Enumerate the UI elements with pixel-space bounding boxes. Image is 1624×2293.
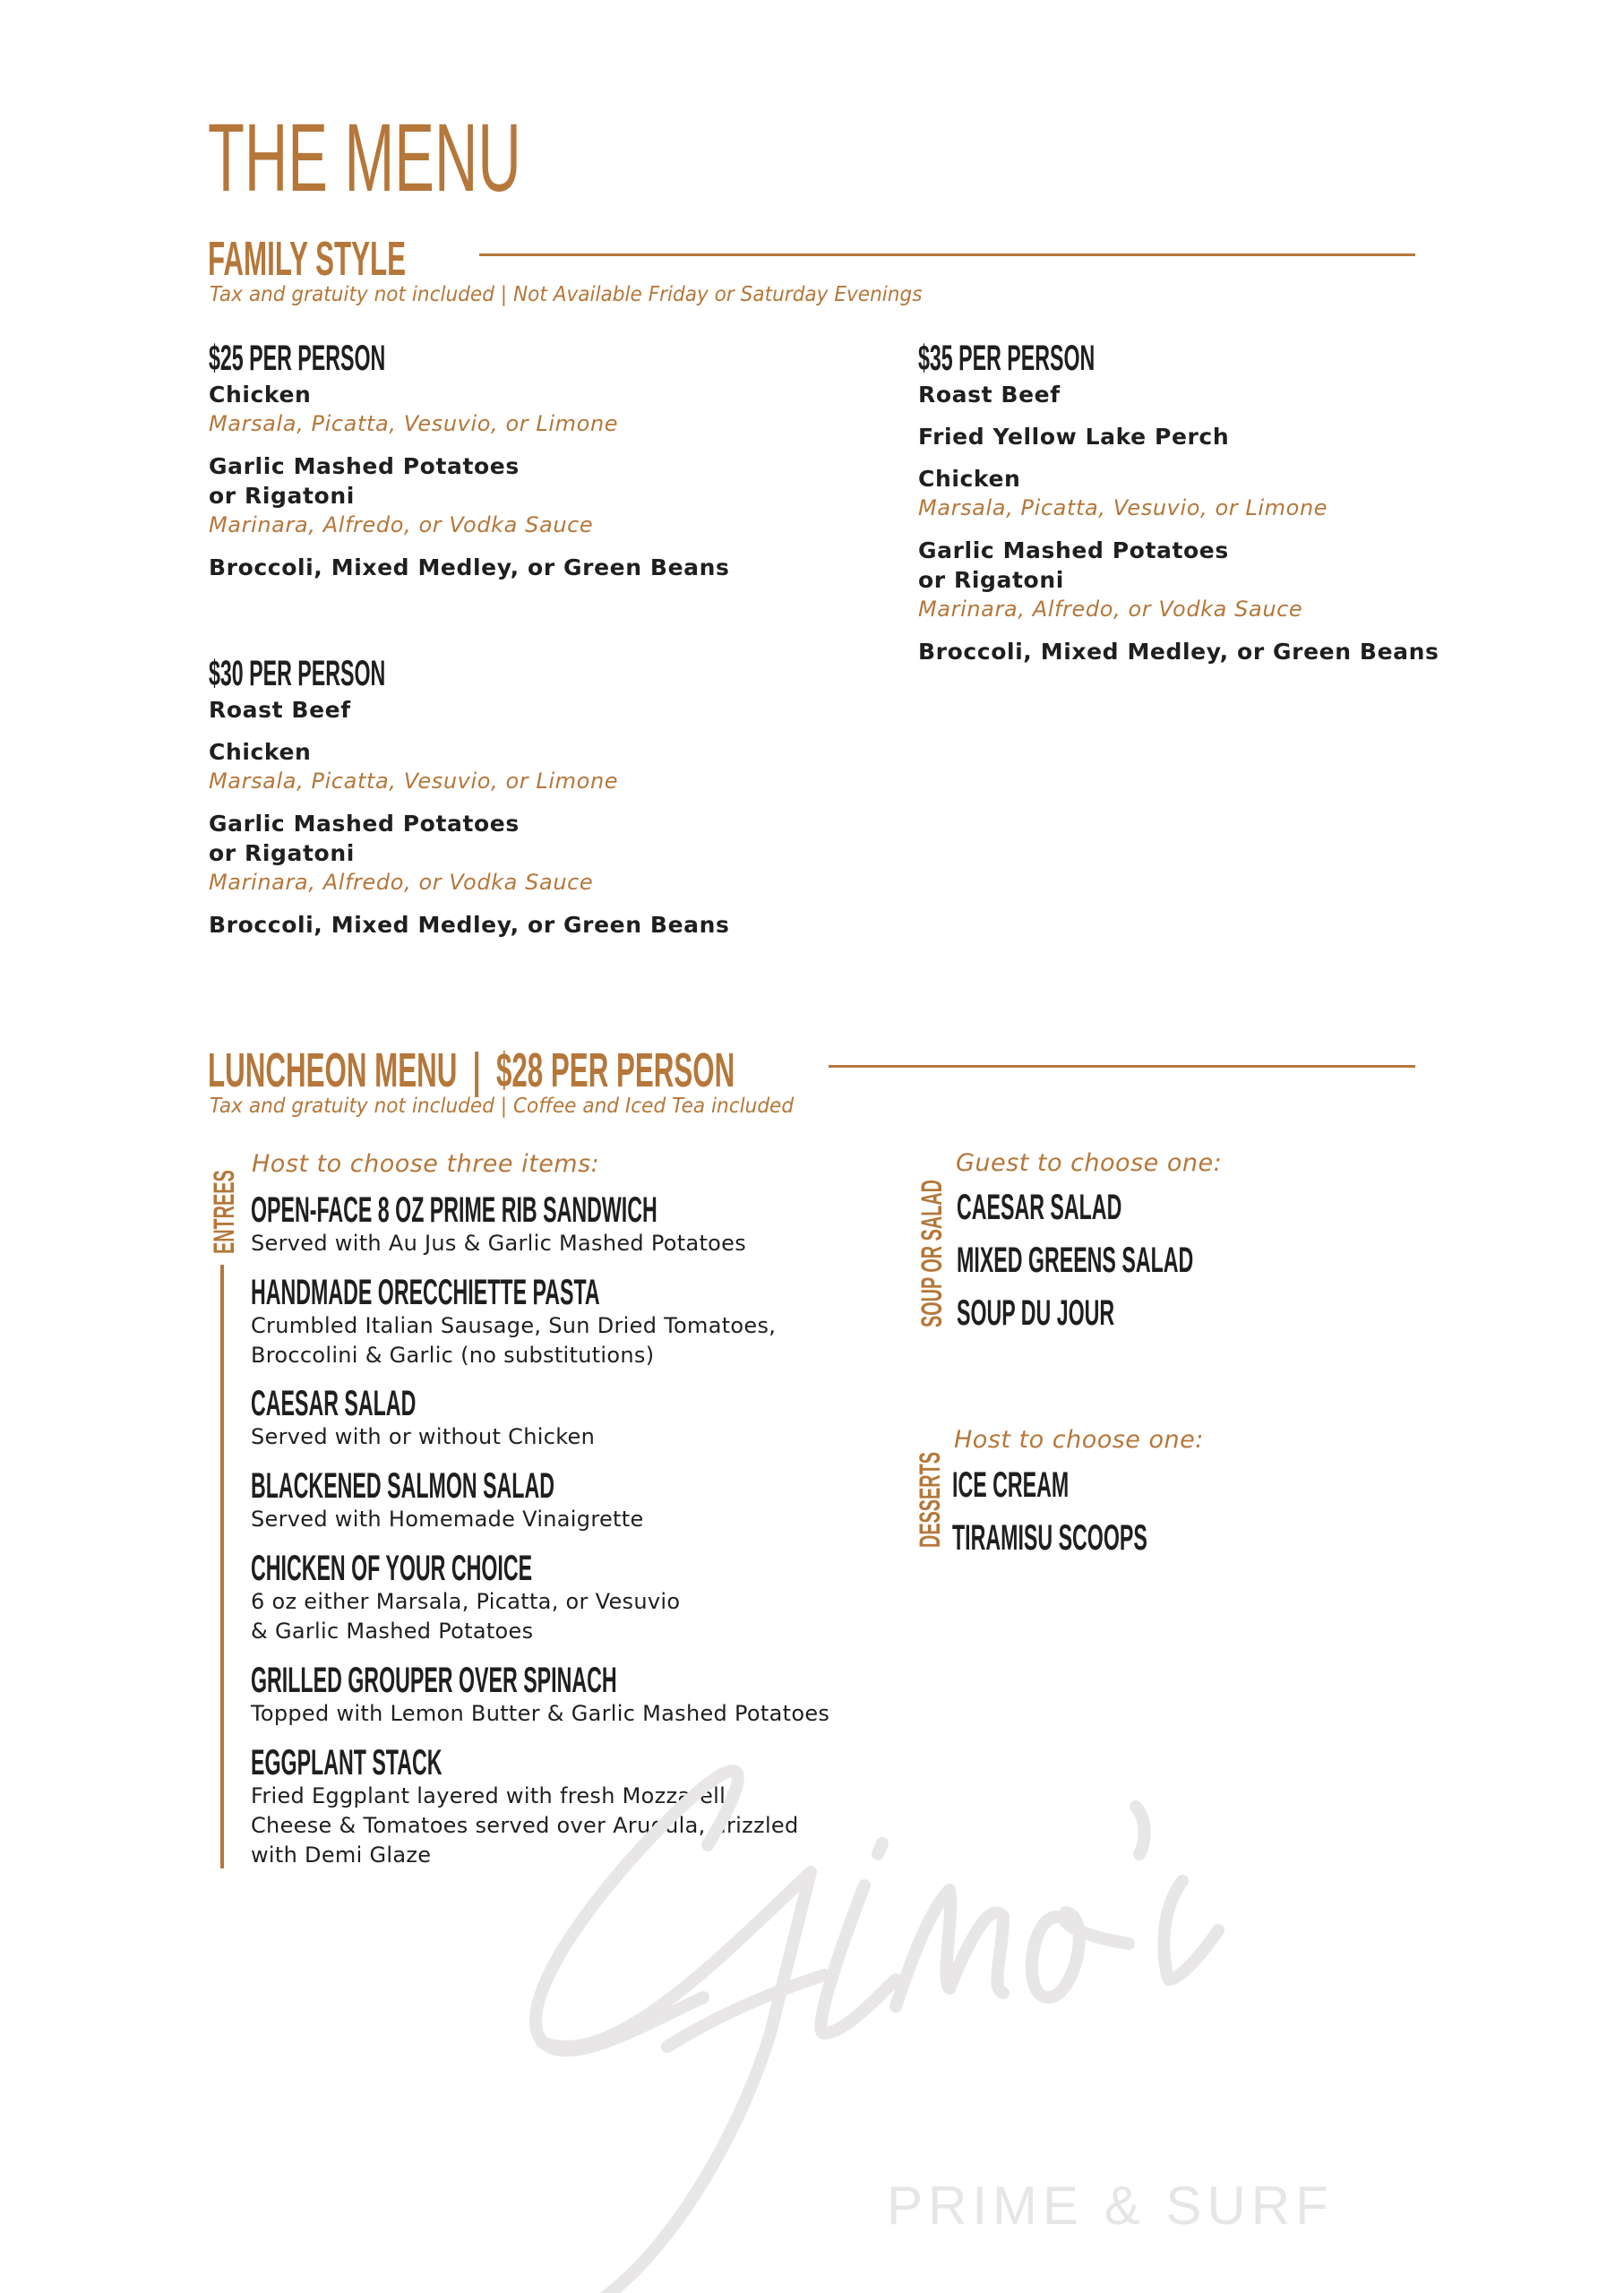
soup-salad-item: MIXED GREENS SALAD [957, 1241, 1194, 1280]
tier-price: $35 PER PERSON [918, 339, 1096, 378]
dish-options: Marinara, Alfredo, or Vodka Sauce [209, 870, 594, 895]
dish-options: Marsala, Picatta, Vesuvio, or Limone [209, 769, 619, 794]
entree-item [251, 1191, 951, 1258]
entree-name: BLACKENED SALMON SALAD [251, 1466, 554, 1506]
dish-options: Marinara, Alfredo, or Vodka Sauce [918, 597, 1303, 622]
entree-desc: Served with Homemade Vinaigrette [251, 1507, 644, 1532]
entree-desc: Served with Au Jus & Garlic Mashed Potatoes [251, 1231, 747, 1256]
dish-options: Marsala, Picatta, Vesuvio, or Limone [918, 495, 1328, 520]
dish-name: Chicken [209, 382, 312, 408]
entrees-bar [220, 1265, 224, 1868]
entree-name: EGGPLANT STACK [251, 1743, 443, 1782]
entree-desc: Served with or without Chicken [251, 1424, 596, 1449]
dish-name-cont: or Rigatoni [209, 840, 355, 866]
entree-desc: Crumbled Italian Sausage, Sun Dried Tomatoes, [251, 1313, 777, 1338]
desserts-prompt: Host to choose one: [954, 1426, 1204, 1454]
entree-name: GRILLED GROUPER OVER SPINACH [251, 1661, 617, 1700]
soup-salad-item: CAESAR SALAD [957, 1188, 1122, 1227]
entree-name: CHICKEN OF YOUR CHOICE [251, 1549, 533, 1588]
entrees-prompt: Host to choose three items: [252, 1150, 600, 1178]
entree-desc: Broccolini & Garlic (no substitutions) [251, 1343, 655, 1368]
family-style-header [208, 232, 549, 286]
entree-item [251, 1385, 595, 1452]
luncheon-rule [829, 1065, 1415, 1068]
dish-name: Roast Beef [209, 697, 351, 723]
dish-name: Broccoli, Mixed Medley, or Green Beans [209, 912, 730, 938]
entrees-label: ENTREES [208, 1170, 240, 1254]
entree-desc: Fried Eggplant layered with fresh Mozzarella [251, 1783, 740, 1808]
tier-price: $25 PER PERSON [209, 339, 386, 378]
dish-name: Garlic Mashed Potatoes [209, 453, 520, 479]
entree-item [251, 1467, 774, 1534]
soup-salad-item: SOUP DU JOUR [957, 1293, 1115, 1333]
entree-name: OPEN-FACE 8 OZ PRIME RIB SANDWICH [251, 1190, 657, 1230]
dish-name: Broccoli, Mixed Medley, or Green Beans [209, 554, 730, 580]
entree-name: HANDMADE ORECCHIETTE PASTA [251, 1273, 600, 1312]
luncheon-title: LUNCHEON MENU | $28 PER PERSON [208, 1043, 735, 1097]
tier-25 [209, 339, 729, 582]
family-style-title: FAMILY STYLE [208, 232, 407, 286]
watermark-subtitle: PRIME & SURF [887, 2176, 1334, 2236]
luncheon-note: Tax and gratuity not included | Coffee and Iced Tea included [210, 1095, 795, 1118]
entree-item [251, 1550, 736, 1646]
dish-name: Fried Yellow Lake Perch [918, 424, 1230, 450]
desserts-label: DESSERTS [914, 1452, 946, 1548]
dish-name-cont: or Rigatoni [918, 567, 1064, 593]
entree-desc: Topped with Lemon Butter & Garlic Mashed Potatoes [251, 1701, 830, 1726]
family-style-rule [479, 253, 1415, 256]
family-style-note: Tax and gratuity not included | Not Available Friday or Saturday Evenings [210, 283, 923, 306]
dish-name: Garlic Mashed Potatoes [209, 811, 520, 837]
soup-salad-label: SOUP OR SALAD [915, 1180, 948, 1327]
dish-name-cont: or Rigatoni [209, 483, 355, 509]
page-title: THE MENU [208, 103, 521, 211]
dish-options: Marinara, Alfredo, or Vodka Sauce [209, 512, 594, 537]
dish-name: Chicken [209, 739, 312, 765]
dish-name: Garlic Mashed Potatoes [918, 537, 1229, 563]
dish-name: Chicken [918, 466, 1021, 492]
dessert-item: ICE CREAM [952, 1465, 1070, 1505]
entree-desc: Cheese & Tomatoes served over Arugula, drizzled [251, 1813, 799, 1838]
dish-options: Marsala, Picatta, Vesuvio, or Limone [209, 411, 619, 436]
entree-name: CAESAR SALAD [251, 1384, 417, 1423]
dish-name: Roast Beef [918, 382, 1061, 408]
entree-item [251, 1744, 799, 1870]
dish-name: Broccoli, Mixed Medley, or Green Beans [918, 639, 1439, 665]
entree-item [251, 1274, 853, 1370]
dessert-item: TIRAMISU SCOOPS [952, 1518, 1147, 1558]
soup-salad-prompt: Guest to choose one: [956, 1149, 1223, 1177]
entree-desc: 6 oz either Marsala, Picatta, or Vesuvio [251, 1589, 681, 1614]
tier-35 [918, 339, 1439, 666]
entree-item [251, 1662, 882, 1729]
entree-desc: with Demi Glaze [251, 1842, 432, 1868]
tier-price: $30 PER PERSON [209, 654, 386, 693]
luncheon-header [208, 1043, 1116, 1097]
tier-30 [209, 654, 729, 940]
entree-desc: & Garlic Mashed Potatoes [251, 1619, 534, 1644]
